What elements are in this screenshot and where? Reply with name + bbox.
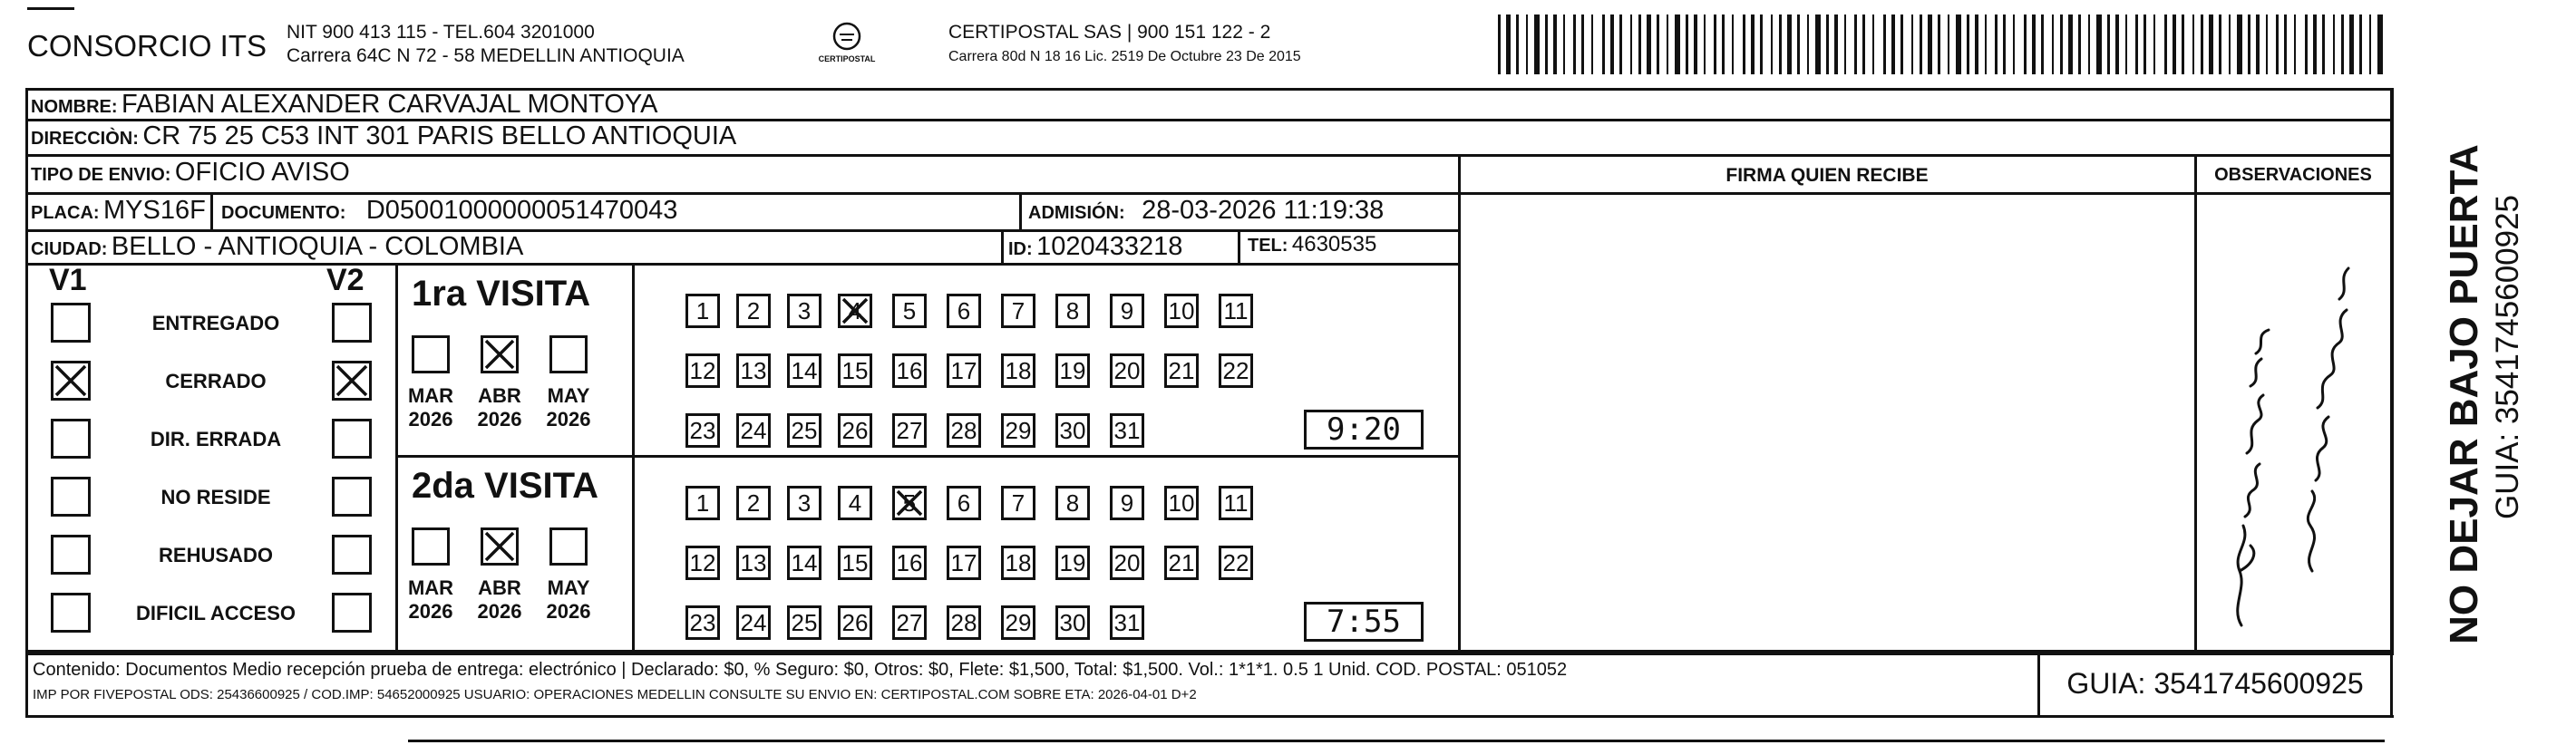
status-label: NO RESIDE (160, 486, 271, 508)
day-cell[interactable]: 10 (1164, 294, 1199, 328)
month-label (540, 384, 598, 431)
barcode-bar (2333, 15, 2335, 74)
barcode-bar (1834, 15, 1838, 74)
documento-row (221, 196, 677, 226)
placa-value: MYS16F (103, 196, 206, 225)
col-line (1238, 229, 1240, 263)
v2-label: V2 (326, 263, 365, 297)
v1-checkbox[interactable] (51, 419, 91, 459)
barcode-bar (1675, 15, 1680, 74)
day-cell[interactable]: 27 (892, 413, 927, 448)
day-cell[interactable]: 21 (1164, 546, 1199, 580)
barcode-bar (1694, 15, 1697, 74)
barcode-bar (1956, 15, 1961, 74)
month-year: 2026 (477, 600, 522, 623)
barcode-bar (2229, 15, 2231, 74)
day-cell[interactable]: 14 (787, 353, 821, 388)
month-name: MAY (547, 576, 590, 599)
barcode-bar (1498, 15, 1501, 74)
barcode-bar (1911, 15, 1913, 74)
admision-label: ADMISIÓN: (1028, 203, 1125, 223)
month-checkbox[interactable] (481, 527, 519, 566)
barcode-bar (2115, 15, 2119, 74)
visit-time: 9:20 (1304, 410, 1424, 450)
day-cell[interactable]: 27 (892, 605, 927, 640)
barcode-bar (1545, 15, 1548, 74)
barcode-bar (1826, 15, 1829, 74)
footer-guia: GUIA: 3541745600925 (2066, 667, 2364, 700)
v2-checkbox[interactable] (332, 477, 372, 517)
barcode-bar (1534, 15, 1540, 74)
v1-label: V1 (49, 263, 87, 297)
day-cell[interactable]: 6 (947, 486, 981, 520)
courier-name: CERTIPOSTAL SAS | 900 151 122 - 2 (948, 22, 1271, 43)
id-value: 1020433218 (1036, 232, 1183, 261)
month-name: ABR (478, 576, 521, 599)
barcode-bar (2164, 15, 2167, 74)
tel-row (1248, 232, 1376, 257)
courier-address: Carrera 80d N 18 16 Lic. 2519 De Octubre 23 De 2015 (948, 49, 1301, 64)
barcode-bar (2107, 15, 2110, 74)
barcode-bar (1891, 15, 1895, 74)
barcode-bar (2013, 15, 2015, 74)
barcode-bar (2192, 15, 2194, 74)
barcode-bar (1760, 15, 1763, 74)
barcode-bar (1995, 15, 1998, 74)
barcode-bar (2201, 15, 2203, 74)
barcode-bar (2313, 15, 2317, 74)
row-line (395, 455, 1460, 458)
barcode-bar (2032, 15, 2036, 74)
barcode-bar (1771, 15, 1773, 74)
barcode-bar (1638, 15, 1641, 74)
day-cell[interactable]: 22 (1219, 546, 1253, 580)
day-cell[interactable]: 6 (947, 294, 981, 328)
day-cell[interactable]: 7 (1001, 486, 1035, 520)
day-cell[interactable]: 31 (1110, 605, 1144, 640)
day-cell[interactable]: 30 (1055, 413, 1090, 448)
day-cell[interactable]: 26 (838, 413, 872, 448)
footer-contenido: Contenido: Documentos Medio recepción prueba de entrega: electrónico | Declarado: $0, % Seguro: $0, Otros: $0, Flete: $1,500, Total: $1,500. Vol.: 1*1*1. 0.5 1 Unid. COD. POSTAL: 051052 (33, 660, 1568, 680)
barcode-bar (2003, 15, 2006, 74)
footer-left (25, 653, 28, 718)
direccion-row (31, 121, 736, 151)
footer-right (2390, 653, 2393, 718)
documento-label: DOCUMENTO: (221, 203, 346, 223)
header-rule-top (27, 7, 74, 10)
ciudad-row (31, 232, 523, 262)
v2-checkbox[interactable] (332, 535, 372, 575)
barcode-bar (1743, 15, 1745, 74)
day-cell[interactable]: 20 (1110, 546, 1144, 580)
day-cell[interactable]: 13 (736, 546, 771, 580)
day-cell[interactable]: 22 (1219, 353, 1253, 388)
day-cell[interactable]: 17 (947, 353, 981, 388)
day-cell[interactable]: 28 (947, 413, 981, 448)
barcode-bar (1967, 15, 1969, 74)
placa-label: PLACA: (31, 203, 100, 223)
barcode-bar (2284, 15, 2287, 74)
id-row (1008, 232, 1182, 262)
barcode-bar (1630, 15, 1632, 74)
day-cell[interactable]: 4 (838, 486, 872, 520)
day-cell[interactable]: 15 (838, 546, 872, 580)
visit-time: 7:55 (1304, 602, 1424, 642)
day-cell[interactable]: 19 (1055, 353, 1090, 388)
barcode-bar (2060, 15, 2063, 74)
barcode-bar (1948, 15, 1949, 74)
month-checkbox[interactable] (412, 527, 450, 566)
barcode-bar (1602, 15, 1605, 74)
status-label: DIFICIL ACCESO (135, 602, 296, 624)
company-nit: NIT 900 413 115 - TEL.604 3201000 (287, 22, 595, 43)
row-line (25, 192, 1460, 195)
barcode-bar (2068, 15, 2073, 74)
day-cell[interactable]: 24 (736, 413, 771, 448)
barcode-bar (1591, 15, 1593, 74)
day-cell[interactable]: 1 (685, 486, 720, 520)
v2-checkbox[interactable] (332, 361, 372, 401)
month-label (402, 384, 460, 431)
month-label (540, 576, 598, 624)
month-checkbox[interactable] (549, 527, 588, 566)
ciudad-value: BELLO - ANTIOQUIA - COLOMBIA (111, 232, 524, 261)
day-cell[interactable]: 4 (838, 294, 872, 328)
barcode-bar (1872, 15, 1874, 74)
barcode-bar (1573, 15, 1576, 74)
barcode-bar (1686, 15, 1688, 74)
courier-logo-text: CERTIPOSTAL (818, 54, 876, 63)
barcode-bar (2153, 15, 2155, 74)
day-cell[interactable]: 14 (787, 546, 821, 580)
day-cell[interactable]: 11 (1219, 486, 1253, 520)
barcode-bar (1657, 15, 1659, 74)
month-label (471, 384, 529, 431)
day-cell[interactable]: 2 (736, 294, 771, 328)
barcode-bar (2349, 15, 2354, 74)
barcode-bar (1844, 15, 1846, 74)
day-cell[interactable]: 29 (1001, 413, 1035, 448)
barcode-bar (1797, 15, 1800, 74)
day-cell[interactable]: 12 (685, 546, 720, 580)
v1-checkbox[interactable] (51, 593, 91, 633)
day-cell[interactable]: 8 (1055, 294, 1090, 328)
day-cell[interactable]: 18 (1001, 546, 1035, 580)
barcode-bar (1883, 15, 1886, 74)
day-cell[interactable]: 13 (736, 353, 771, 388)
barcode-bar (1751, 15, 1755, 74)
month-checkbox[interactable] (412, 335, 450, 373)
day-cell[interactable]: 24 (736, 605, 771, 640)
barcode-bar (1619, 15, 1622, 74)
barcode-bar (1732, 15, 1734, 74)
barcode-bar (1807, 15, 1809, 74)
barcode-bar (2359, 15, 2362, 74)
month-checkbox[interactable] (481, 335, 519, 373)
barcode-bar (2248, 15, 2250, 74)
day-cell[interactable]: 2 (736, 486, 771, 520)
barcode-bar (2322, 15, 2325, 74)
month-year: 2026 (408, 600, 453, 623)
barcode-bar (1553, 15, 1557, 74)
day-cell[interactable]: 5 (892, 486, 927, 520)
barcode-bar (2078, 15, 2081, 74)
day-cell[interactable]: 11 (1219, 294, 1253, 328)
day-cell[interactable]: 25 (787, 605, 821, 640)
col-line (395, 263, 398, 650)
month-name: MAY (547, 384, 590, 407)
day-cell[interactable]: 23 (685, 413, 720, 448)
barcode-bar (1704, 15, 1706, 74)
v2-checkbox[interactable] (332, 419, 372, 459)
barcode-bar (1975, 15, 1978, 74)
barcode-bar (2052, 15, 2054, 74)
barcode-bar (2266, 15, 2268, 74)
admision-row (1028, 196, 1384, 226)
month-label (402, 576, 460, 624)
bottom-cut-line (408, 740, 2385, 742)
v1-checkbox[interactable] (51, 303, 91, 343)
id-label: ID: (1008, 239, 1033, 259)
day-cell[interactable]: 16 (892, 353, 927, 388)
tipo-label: TIPO DE ENVIO: (31, 165, 171, 185)
day-cell[interactable]: 29 (1001, 605, 1035, 640)
barcode-bar (2041, 15, 2044, 74)
firma-header: FIRMA QUIEN RECIBE (1725, 165, 1929, 186)
day-cell[interactable]: 16 (892, 546, 927, 580)
company-name: CONSORCIO ITS (27, 29, 267, 63)
barcode-bar (1854, 15, 1857, 74)
direccion-label: DIRECCIÒN: (31, 129, 139, 149)
barcode-bar (2341, 15, 2344, 74)
barcode-bar (1920, 15, 1922, 74)
v2-checkbox[interactable] (332, 593, 372, 633)
barcode-bar (2088, 15, 2090, 74)
admision-value: 28-03-2026 11:19:38 (1142, 196, 1385, 225)
day-cell[interactable]: 9 (1110, 486, 1144, 520)
month-checkbox[interactable] (549, 335, 588, 373)
barcode-bar (2143, 15, 2146, 74)
day-cell[interactable]: 26 (838, 605, 872, 640)
barcode-bar (1647, 15, 1651, 74)
barcode-bar (2209, 15, 2213, 74)
row-line (25, 154, 2394, 157)
day-cell[interactable]: 7 (1001, 294, 1035, 328)
tel-value: 4630535 (1291, 232, 1377, 256)
day-cell[interactable]: 28 (947, 605, 981, 640)
barcode-bar (2237, 15, 2242, 74)
barcode-bar (1714, 15, 1716, 74)
day-cell[interactable]: 10 (1164, 486, 1199, 520)
col-line (1001, 229, 1004, 263)
barcode-bar (1516, 15, 1519, 74)
barcode-bar (1722, 15, 1725, 74)
barcode-bar (1862, 15, 1865, 74)
barcode-bar (1900, 15, 1903, 74)
v1-checkbox[interactable] (51, 535, 91, 575)
ciudad-label: CIUDAD: (31, 239, 108, 259)
courier-logo (814, 18, 880, 69)
barcode-bar (2305, 15, 2308, 74)
barcode-bar (2369, 15, 2371, 74)
day-cell[interactable]: 9 (1110, 294, 1144, 328)
month-year: 2026 (546, 408, 591, 431)
barcode-bar (2135, 15, 2138, 74)
barcode-bar (2276, 15, 2279, 74)
day-cell[interactable]: 19 (1055, 546, 1090, 580)
barcode-bar (1928, 15, 1932, 74)
col-line (2390, 88, 2393, 654)
tel-label: TEL: (1248, 236, 1288, 256)
side-warning: NO DEJAR BAJO PUERTA (2442, 144, 2486, 644)
month-year: 2026 (546, 600, 591, 623)
day-cell[interactable]: 20 (1110, 353, 1144, 388)
barcode-bar (2294, 15, 2296, 74)
barcode-bar (2173, 15, 2176, 74)
status-label: CERRADO (165, 370, 267, 392)
firma-area[interactable] (1462, 195, 2192, 650)
barcode-bar (2024, 15, 2027, 74)
month-name: MAR (407, 384, 454, 407)
day-cell[interactable]: 17 (947, 546, 981, 580)
barcode-bar (1581, 15, 1584, 74)
month-year: 2026 (477, 408, 522, 431)
nombre-row (31, 90, 657, 120)
day-cell[interactable]: 25 (787, 413, 821, 448)
barcode-bar (1779, 15, 1782, 74)
status-label: DIR. ERRADA (150, 428, 282, 450)
day-cell[interactable]: 30 (1055, 605, 1090, 640)
visit-title: 2da VISITA (412, 466, 598, 506)
day-cell[interactable]: 3 (787, 294, 821, 328)
barcode-bar (2377, 15, 2383, 74)
side-guia: GUIA: 3541745600925 (2490, 194, 2525, 520)
v1-checkbox[interactable] (51, 361, 91, 401)
nombre-value: FABIAN ALEXANDER CARVAJAL MONTOYA (122, 90, 658, 119)
day-cell[interactable]: 18 (1001, 353, 1035, 388)
barcode-bar (2256, 15, 2260, 74)
barcode-bar (1526, 15, 1528, 74)
v1-checkbox[interactable] (51, 477, 91, 517)
tipo-row (31, 158, 350, 188)
barcode-bar (2096, 15, 2102, 74)
day-cell[interactable]: 15 (838, 353, 872, 388)
v2-checkbox[interactable] (332, 303, 372, 343)
col-line (1458, 154, 1461, 653)
documento-value: D05001000000051470043 (365, 196, 678, 225)
day-cell[interactable]: 3 (787, 486, 821, 520)
barcode-bar (1985, 15, 1987, 74)
day-cell[interactable]: 23 (685, 605, 720, 640)
barcode-bar (1610, 15, 1614, 74)
placa-row (31, 196, 206, 226)
footer-imp: IMP POR FIVEPOSTAL ODS: 25436600925 / COD.IMP: 54652000925 USUARIO: OPERACIONES MEDELLIN CONSULTE SU ENVIO EN: CERTIPOSTAL.COM SOBRE ETA: 2026-04-01 D+2 (33, 687, 1197, 702)
col-line (1019, 192, 1022, 229)
barcode-bar (2219, 15, 2221, 74)
month-label (471, 576, 529, 624)
day-cell[interactable]: 5 (892, 294, 927, 328)
barcode (1498, 15, 2386, 74)
barcode-bar (1938, 15, 1940, 74)
status-label: REHUSADO (159, 544, 273, 566)
observaciones-handwriting (2203, 227, 2385, 643)
barcode-bar (2125, 15, 2127, 74)
barcode-bar (1563, 15, 1565, 74)
month-name: MAR (407, 576, 454, 599)
day-cell[interactable]: 1 (685, 294, 720, 328)
col-line (2194, 154, 2197, 653)
tipo-value: OFICIO AVISO (174, 158, 350, 187)
observaciones-header: OBSERVACIONES (2214, 165, 2372, 185)
barcode-bar (1787, 15, 1792, 74)
col-line (210, 192, 213, 229)
direccion-value: CR 75 25 C53 INT 301 PARIS BELLO ANTIOQUIA (142, 121, 737, 150)
day-cell[interactable]: 8 (1055, 486, 1090, 520)
day-cell[interactable]: 31 (1110, 413, 1144, 448)
barcode-bar (1815, 15, 1821, 74)
row-line (25, 263, 1460, 266)
status-label: ENTREGADO (151, 312, 280, 334)
barcode-bar (1667, 15, 1668, 74)
day-cell[interactable]: 21 (1164, 353, 1199, 388)
month-year: 2026 (408, 408, 453, 431)
nombre-label: NOMBRE: (31, 97, 118, 117)
day-cell[interactable]: 12 (685, 353, 720, 388)
col-line (632, 263, 635, 650)
barcode-bar (1506, 15, 1511, 74)
company-address: Carrera 64C N 72 - 58 MEDELLIN ANTIOQUIA (287, 45, 685, 66)
visit-title: 1ra VISITA (412, 274, 591, 314)
month-name: ABR (478, 384, 521, 407)
barcode-bar (2182, 15, 2184, 74)
